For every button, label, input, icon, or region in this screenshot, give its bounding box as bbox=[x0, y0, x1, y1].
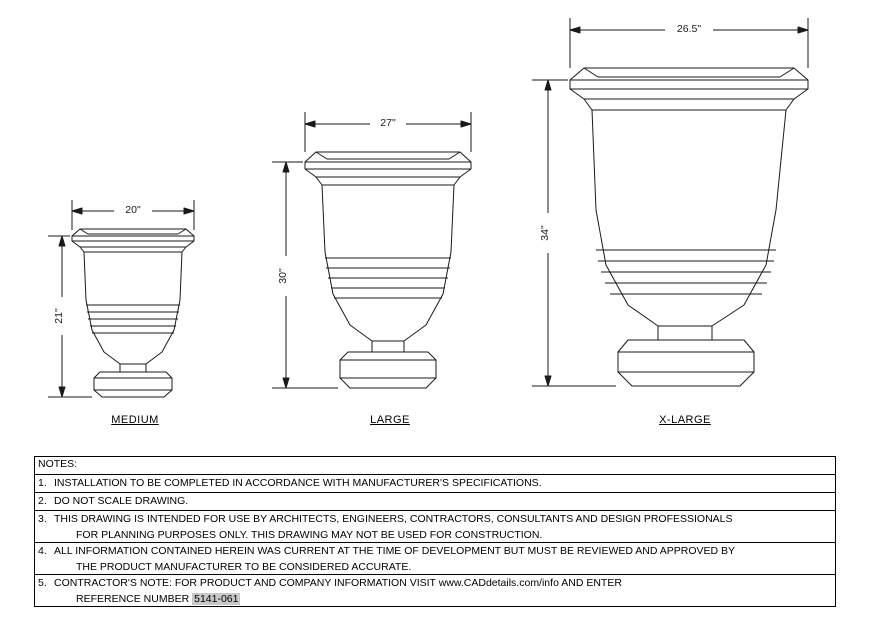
note-text-continued: FOR PLANNING PURPOSES ONLY. THIS DRAWING MAY NOT BE USED FOR CONSTRUCTION. bbox=[76, 528, 543, 541]
planter-xlarge bbox=[570, 68, 808, 386]
dim-large-height-label: 30" bbox=[277, 268, 289, 284]
dimension-large-height bbox=[272, 162, 338, 388]
note-text-continued bbox=[54, 591, 835, 607]
note-number: 1. bbox=[38, 477, 47, 489]
reference-number-value: 5141-061 bbox=[194, 592, 239, 605]
reference-number-prefix: REFERENCE NUMBER bbox=[76, 592, 193, 605]
note-number: 5. bbox=[38, 577, 47, 589]
note-text: INSTALLATION TO BE COMPLETED IN ACCORDANCE WITH MANUFACTURER'S SPECIFICATIONS. bbox=[54, 477, 542, 489]
note-number-spacer bbox=[35, 591, 54, 596]
label-medium: MEDIUM bbox=[111, 414, 159, 426]
dim-xlarge-width-label: 26.5" bbox=[676, 23, 702, 35]
note-text: DO NOT SCALE DRAWING. bbox=[54, 495, 189, 507]
notes-block bbox=[34, 456, 836, 607]
dim-large-width-label: 27" bbox=[380, 117, 396, 129]
dimension-medium-height bbox=[48, 236, 92, 397]
label-xlarge: X-LARGE bbox=[659, 414, 711, 426]
dim-medium-width-label: 20" bbox=[125, 204, 141, 216]
note-text: CONTRACTOR'S NOTE: FOR PRODUCT AND COMPANY INFORMATION VISIT www.CADdetails.com/info AND ENTER bbox=[54, 577, 622, 589]
planter-medium bbox=[72, 229, 194, 397]
note-row-2 bbox=[35, 493, 835, 511]
note-row-4 bbox=[35, 543, 835, 575]
notes-title: NOTES: bbox=[38, 458, 78, 470]
note-text: THIS DRAWING IS INTENDED FOR USE BY ARCHITECTS, ENGINEERS, CONTRACTORS, CONSULTANTS AND DESIGN PROFESSIONALS bbox=[54, 513, 733, 525]
note-row-3 bbox=[35, 511, 835, 543]
note-number-spacer bbox=[35, 559, 54, 564]
note-number: 2. bbox=[38, 495, 47, 507]
label-large: LARGE bbox=[370, 414, 410, 426]
dimension-xlarge-height bbox=[532, 80, 616, 386]
dim-medium-height-label: 21" bbox=[53, 308, 65, 324]
note-text-continued: THE PRODUCT MANUFACTURER TO BE CONSIDERED ACCURATE. bbox=[76, 560, 412, 573]
note-number-spacer bbox=[35, 527, 54, 532]
planter-large bbox=[305, 152, 471, 388]
notes-title-row bbox=[35, 457, 835, 475]
note-row-1 bbox=[35, 475, 835, 493]
dimension-large-width bbox=[305, 112, 471, 152]
note-row-5 bbox=[35, 575, 835, 607]
note-number: 3. bbox=[38, 513, 47, 525]
dimension-xlarge-width bbox=[570, 18, 808, 68]
dim-xlarge-height-label: 34" bbox=[539, 225, 551, 241]
note-number: 4. bbox=[38, 545, 47, 557]
dimension-medium-width bbox=[72, 200, 194, 230]
note-text: ALL INFORMATION CONTAINED HEREIN WAS CURRENT AT THE TIME OF DEVELOPMENT BUT MUST BE REVIEWED AND APPROVED BY bbox=[54, 545, 736, 557]
